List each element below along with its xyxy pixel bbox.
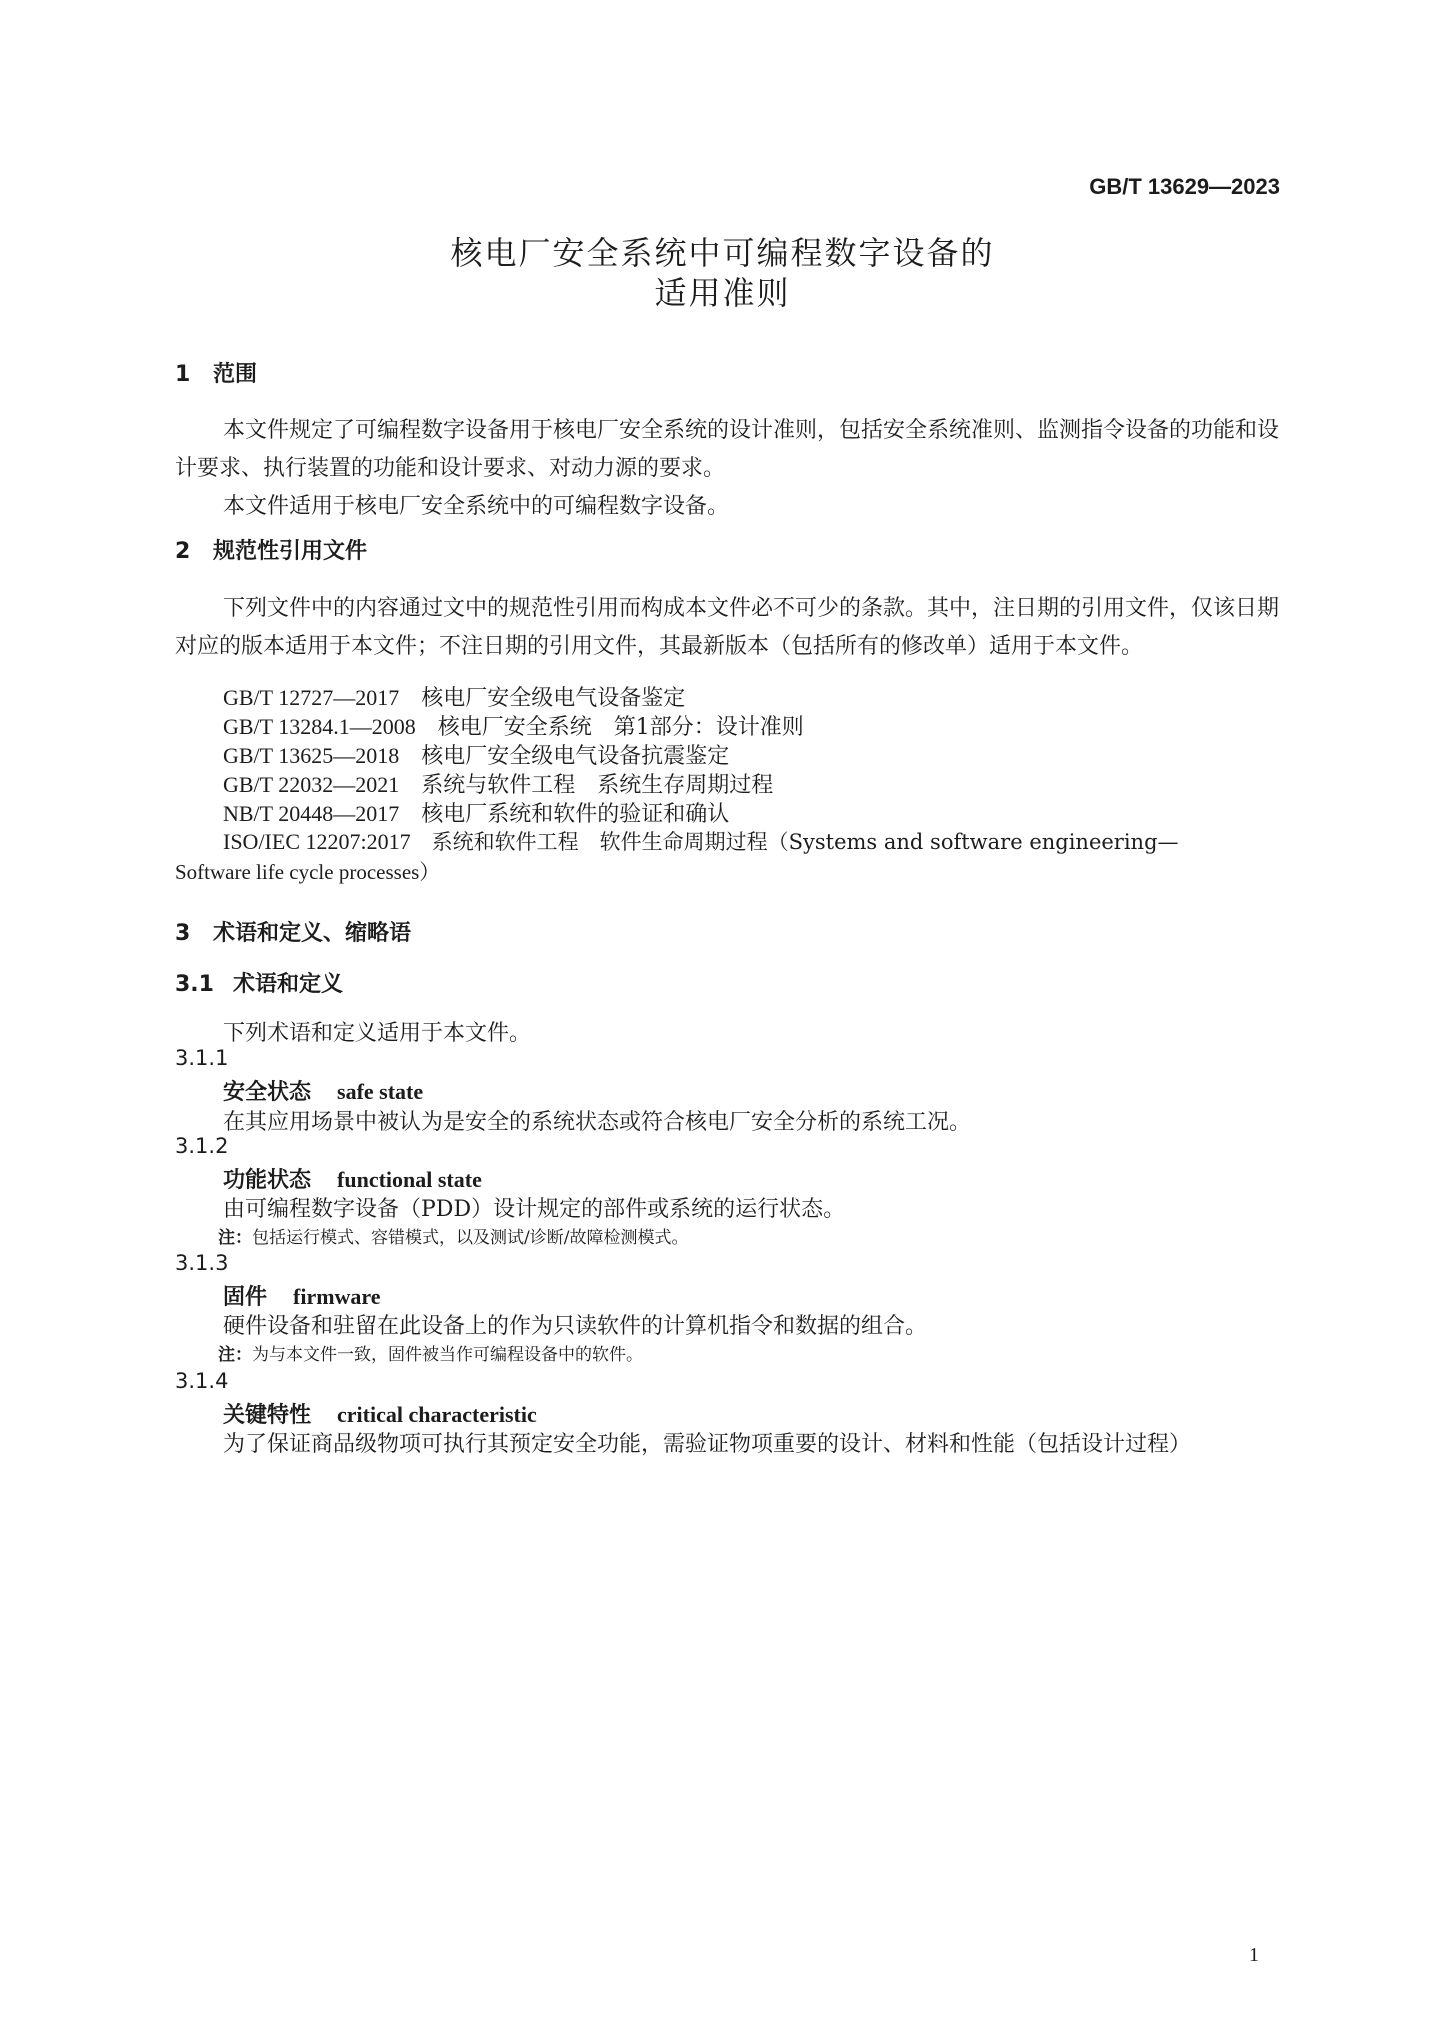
section-1-paragraph-2: 本文件适用于核电厂安全系统中的可编程数字设备。: [223, 494, 730, 519]
page-number: 1: [1249, 1944, 1259, 1966]
reference-code: GB/T 13625—2018: [223, 743, 400, 768]
term-en: functional state: [337, 1167, 482, 1192]
term-definition: 由可编程数字设备（PDD）设计规定的部件或系统的运行状态。: [223, 1197, 846, 1222]
term-zh: 关键特性: [223, 1403, 312, 1428]
reference-item-iso: [223, 826, 1179, 856]
reference-item: [223, 797, 729, 828]
note-label: 注：: [218, 1345, 252, 1365]
section-number: 2: [175, 539, 191, 564]
term-en: safe state: [337, 1079, 424, 1104]
reference-code: NB/T 20448—2017: [223, 801, 400, 826]
section-2-intro: 下列文件中的内容通过文中的规范性引用而构成本文件必不可少的条款。其中，注日期的引用文件，仅该日期对应的版本适用于本文件；不注日期的引用文件，其最新版本（包括所有的修改单）适用于本文件。: [175, 596, 1280, 659]
term-number: 3.1.1: [175, 1046, 229, 1070]
term-zh: 功能状态: [223, 1168, 312, 1193]
section-1-heading: [175, 357, 257, 388]
reference-item: [223, 739, 729, 770]
reference-title: 核电厂安全级电气设备鉴定: [421, 686, 686, 711]
subsection-3-1-heading: [175, 967, 343, 998]
section-1-paragraph-1: 本文件规定了可编程数字设备用于核电厂安全系统的设计准则，包括安全系统准则、监测指令设备的功能和设计要求、执行装置的功能和设计要求、对动力源的要求。: [175, 418, 1280, 481]
term-number: 3.1.2: [175, 1134, 229, 1158]
reference-item: [223, 768, 773, 799]
reference-title: 核电厂系统和软件的验证和确认: [421, 802, 730, 827]
standard-code-header: GB/T 13629—2023: [1089, 174, 1280, 199]
term-heading: [223, 1398, 537, 1429]
reference-item: [223, 681, 685, 712]
section-2-heading: [175, 534, 367, 565]
term-number: 3.1.4: [175, 1369, 229, 1393]
term-note: [218, 1223, 688, 1248]
document-title-line1: 核电厂安全系统中可编程数字设备的: [450, 234, 995, 272]
reference-item: [223, 710, 804, 741]
reference-title: 核电厂安全级电气设备抗震鉴定: [421, 744, 730, 769]
section-title: 规范性引用文件: [213, 539, 368, 564]
section-3-heading: [175, 916, 411, 947]
term-en: critical characteristic: [337, 1402, 537, 1427]
term-heading: [223, 1280, 381, 1311]
term-definition: 在其应用场景中被认为是安全的系统状态或符合核电厂安全分析的系统工况。: [223, 1110, 972, 1135]
reference-code: ISO/IEC 12207:2017: [223, 829, 411, 854]
note-label: 注：: [218, 1228, 252, 1248]
section-number: 1: [175, 362, 191, 387]
section-number: 3: [175, 921, 191, 946]
reference-code: GB/T 22032—2021: [223, 772, 400, 797]
reference-code: GB/T 13284.1—2008: [223, 714, 416, 739]
document-title-line2: 适用准则: [654, 274, 791, 312]
term-number: 3.1.3: [175, 1251, 229, 1275]
subsection-number: 3.1: [175, 972, 214, 997]
term-heading: [223, 1075, 423, 1106]
reference-code: GB/T 12727—2017: [223, 685, 400, 710]
section-title: 术语和定义、缩略语: [213, 921, 412, 946]
term-heading: [223, 1163, 482, 1194]
note-text: 包括运行模式、容错模式，以及测试/诊断/故障检测模式。: [252, 1228, 689, 1248]
term-zh: 固件: [223, 1285, 268, 1310]
term-note: [218, 1340, 643, 1365]
subsection-intro: 下列术语和定义适用于本文件。: [223, 1021, 532, 1046]
term-en: firmware: [293, 1284, 381, 1309]
reference-title: 系统与软件工程 系统生存周期过程: [421, 773, 774, 798]
reference-title: 系统和软件工程 软件生命周期过程（Systems and software engineering—: [431, 830, 1179, 854]
note-text: 为与本文件一致，固件被当作可编程设备中的软件。: [252, 1345, 643, 1365]
term-definition: 硬件设备和驻留在此设备上的作为只读软件的计算机指令和数据的组合。: [223, 1314, 928, 1339]
reference-title: 核电厂安全系统 第1部分：设计准则: [437, 715, 804, 740]
section-title: 范围: [213, 362, 258, 387]
reference-continuation: Software life cycle processes）: [175, 860, 441, 884]
subsection-title: 术语和定义: [233, 972, 344, 997]
term-definition: 为了保证商品级物项可执行其预定安全功能，需验证物项重要的设计、材料和性能（包括设计过程）: [223, 1432, 1192, 1457]
term-zh: 安全状态: [223, 1080, 312, 1105]
